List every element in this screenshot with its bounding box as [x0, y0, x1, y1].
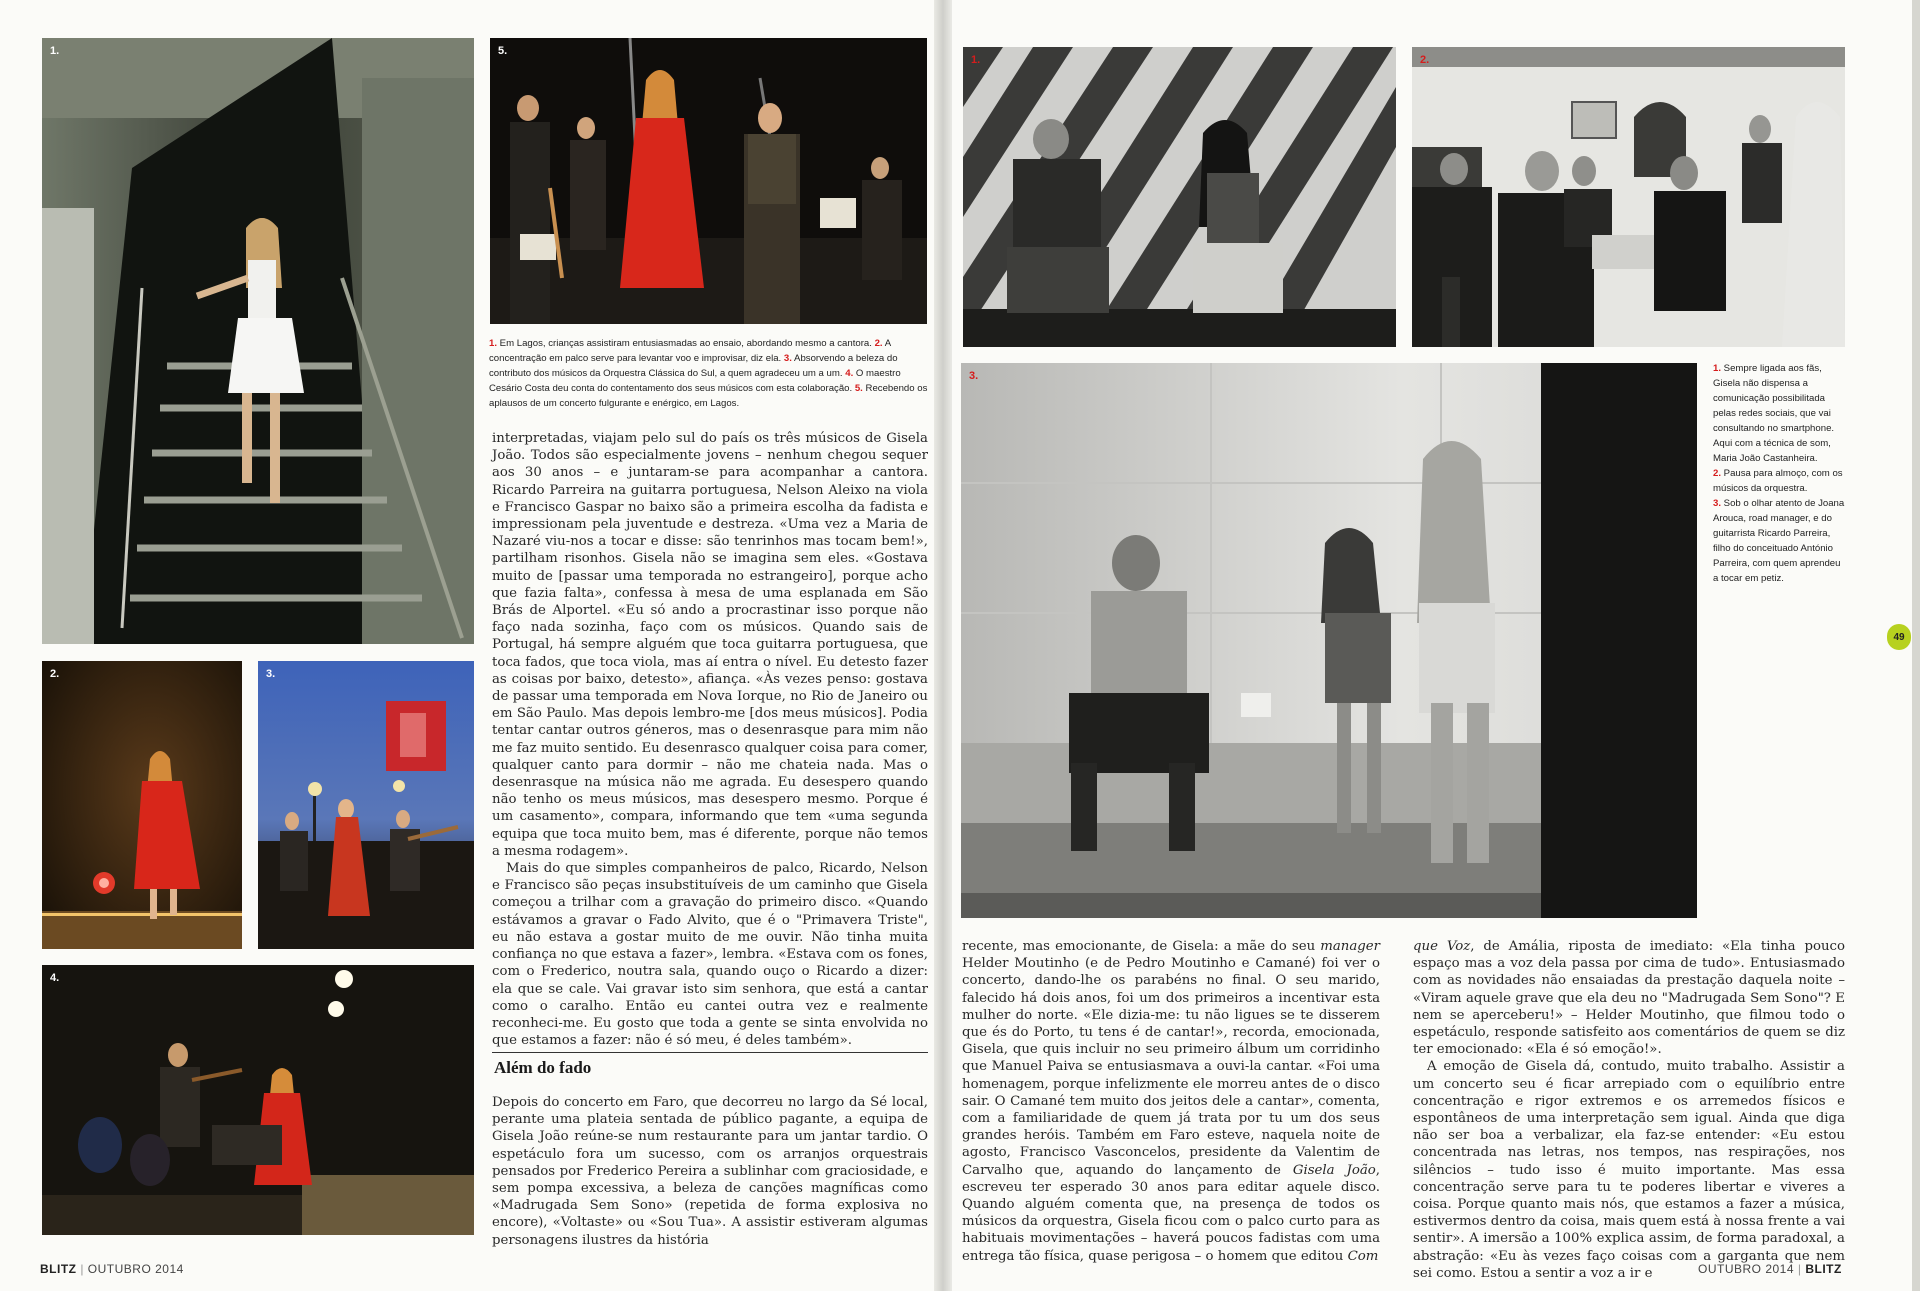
page-edge: [1912, 0, 1920, 1291]
paragraph: interpretadas, viajam pelo sul do país os três músicos de Gisela João. Todos são especialmente jovens – nenhum chegou sequer aos 30 anos – e juntaram-se para acompanhar a cantora. Ricardo Parreira na guitarra portuguesa, Nelson Aleixo na viola e Francisco Gaspar no baixo são a primeira escolha da fadista e impressionam pela juventude e destreza. «Uma vez a Maria de Nazaré viu-nos a tocar e disse: são tenrinhos mas tocam bem!», partilham risonhos. Gisela não se imagina sem eles. «Gostava muito de [passar uma temporada no estrangeiro], porque acho que fazia falta», confessa à mesa de uma esplanada em São Brás de Alportel. «Eu só ando a procrastinar isso porque não faço nada sozinha, faço com os músicos. Quando sais de Portugal, há sempre alguém que toca guitarra portuguesa, que toca fados, que toca viola, mas aí entra o nível. Eu detesto fazer as coisas por baixo, detesto», afiança. «Às vezes penso: gostava de passar uma temporada em Nova Iorque, no Rio de Janeiro ou em São Paulo. Mas depois lembro-me [dos meus músicos]. Podia tentar cantar outros géneros, mas o desenrasque para mim não me faz muito sentido. Eu desenrasco qualquer coisa para comer, qualquer canto para dormir – não me chateia nada. Mas o desenrasque na música não me agrada. Eu desespero quando não tenho os meus músicos, mas desespero mesmo. Porque é um casamento», compara, informando que tem «uma segunda equipa que toca muito bem, mas é diferente, porque não temos a mesma rodagem».: [492, 431, 928, 859]
section-subhead: Além do fado: [494, 1058, 592, 1077]
paragraph: A emoção de Gisela dá, contudo, muito trabalho. Assistir a um concerto seu é ficar arrepiado com o equilíbrio entre concentração e rigor extremos e os arremedos físicos e espontâneos de uma interpretação sem igual. Ainda que diga não ser boa a verbalizar, ela faz-se entender: «Eu estou concentrada nas letras, nos tempos, nas respirações, nos silêncios – tudo isso é muito importante. Mas essa concentração serve para tu te poderes libertar e viveres a coisa. Porque quanto mais nós, que estamos a fazer a música, estivermos dentro da coisa, mais quem está à nossa frente a vai sentir». A imersão a 100% explica assim, de forma paradoxal, a abstração: «Eu às vezes faço coisas com a garganta que nem sei como. Estou a sentir a voz a ir e: [1413, 1059, 1845, 1281]
brand-name: BLITZ: [40, 1262, 77, 1276]
right-article-column-2: [1413, 938, 1845, 1282]
photo-1-stairs: [42, 38, 474, 644]
brand-name: BLITZ: [1805, 1262, 1842, 1276]
right-footer: OUTUBRO 2014 | BLITZ: [1698, 1262, 1842, 1276]
left-article-column-lower: [492, 1094, 928, 1249]
photo-r3-street: [961, 363, 1697, 918]
photo-r1-smartphone: [963, 47, 1396, 347]
photo-number: 1.: [50, 45, 60, 57]
left-footer: BLITZ | OUTUBRO 2014: [40, 1262, 184, 1276]
page-gutter: [934, 0, 952, 1291]
subhead-rule: [492, 1052, 928, 1053]
page-number-tab: 49: [1887, 624, 1911, 650]
photo-3-orchestra-dusk: [258, 661, 474, 949]
paragraph: que Voz, de Amália, riposta de imediato: «Ela tinha pouco espaço mas a voz dela passa por cima de tudo». Entusiasmado com as novidades não ensaiadas da prestação daquela noite – «Viram aquele grave que ela deu no "Madrugada Sem Sono"? E nem se aperceberu!» – Helder Moutinho, que filmou todo o espetáculo, responde satisfeito aos comentários de quem se diz ter emocionado: «Ela é só emoção!».: [1413, 939, 1845, 1058]
paragraph: recente, mas emocionante, de Gisela: a mãe do seu manager Helder Moutinho (e de Pedro Moutinho e Camané) foi ver o concerto, dando-lhe os parabéns no final. O seu marido, falecido há dois anos, foi um dos primeiros a incentivar esta mulher do norte. «Ele dizia-me: tu não ligues se te disserem que és do Porto, tu tens é de cantar!», recorda, emocionada, Gisela, que quis incluir no seu primeiro álbum um corridinho que Manuel Paiva se entusiasmava a ouvi-la cantar. «Foi uma homenagem, porque infelizmente ele morreu antes de o disco sair. O Camané tem muito dos jeitos dele a cantar», comenta, com a familiaridade de quem já trata por tu um dos seus grandes heróis. Também em Faro esteve, naquela noite de agosto, Francisco Vasconcelos, presidente da Valentim de Carvalho que, aquando do lançamento de Gisela João, escreveu ter esperado 30 anos para editar aquele disco. Quando alguém comenta que, na presença de todos os músicos da orquestra, Gisela ficou com o palco curto para as habituais movimentações – haverá poucos fadistas com uma entrega tão física, quase perigosa – o homem que editou Com: [962, 939, 1380, 1264]
photo-4-night-stage: [42, 965, 474, 1235]
right-photo-caption: 1. Sempre ligada aos fãs, Gisela não dispensa a comunicação possibilitada pelas redes sociais, que vai consultando no smartphone. Aqui com a técnica de som, Maria João Castanheira. 2. Pausa para almoço, com os músicos da orquestra. 3. Sob o olhar atento de Joana Arouca, road manager, e do guitarrista Ricardo Parreira, filho do conceituado António Parreira, com quem aprendeu a tocar em petiz.: [1713, 363, 1845, 584]
photo-number: 2.: [50, 668, 60, 680]
left-article-column: [492, 430, 928, 1049]
photo-number: 5.: [498, 45, 508, 57]
photo-number: 3.: [969, 370, 979, 382]
photo-number: 1.: [971, 54, 981, 66]
issue-date: OUTUBRO 2014: [1698, 1262, 1795, 1276]
photo-number: 2.: [1420, 54, 1430, 66]
photo-r2-lunch: [1412, 47, 1845, 347]
paragraph: Mais do que simples companheiros de palco, Ricardo, Nelson e Francisco são peças insubstituíveis de um caminho que Gisela começou a trilhar com a gravação do primeiro disco. «Quando estávamos a gravar o Fado Alvito, que é o "Primavera Triste", eu não estava a gostar muito de me ouvir. Não tinha muita confiança no que estava a fazer», lembra. «Estava com os fones, com o Frederico, noutra sala, quando ouço o Ricardo a dizer: ela que se cale. Vai gravar isto sim senhora, que está a cantar como o caralho. Então eu cantei outra vez e realmente reconheci-me. Eu gosto que toda a gente se sinta envolvida no que estamos a fazer: não é só meu, é deles também».: [492, 861, 928, 1049]
photo-number: 3.: [266, 668, 276, 680]
right-article-column-1: [962, 938, 1380, 1265]
photo-number: 4.: [50, 972, 60, 984]
left-photo-caption: 1. Em Lagos, crianças assistiram entusiasmadas ao ensaio, abordando mesmo a cantora. 2. A concentração em palco serve para levantar voo e improvisar, diz ela. 3. Absorvendo a beleza do contributo dos músicos da Orquestra Clássica do Sul, a quem agradeceu um a um. 4. O maestro Cesário Costa deu conta do contentamento dos seus músicos com esta colaboração. 5. Recebendo os aplausos de um concerto fulgurante e enérgico, em Lagos.: [489, 338, 928, 409]
paragraph: Depois do concerto em Faro, que decorreu no largo da Sé local, perante uma plateia sentada de público pagante, a equipa de Gisela João reúne-se num restaurante para um jantar tardio. O espetáculo fora um sucesso, com os arranjos orquestrais pensados por Frederico Pereira a sublinhar com graciosidade, e sem pompa excessiva, a beleza de canções magníficas como «Madrugada Sem Sono» (repetida de forma explosiva no encore), «Voltaste» ou «Sou Tua». A assistir estiveram algumas personagens ilustres da história: [492, 1095, 928, 1248]
photo-2-stage-red-dress: [42, 661, 242, 949]
photo-5-applause: [490, 38, 927, 324]
issue-date: OUTUBRO 2014: [87, 1262, 184, 1276]
